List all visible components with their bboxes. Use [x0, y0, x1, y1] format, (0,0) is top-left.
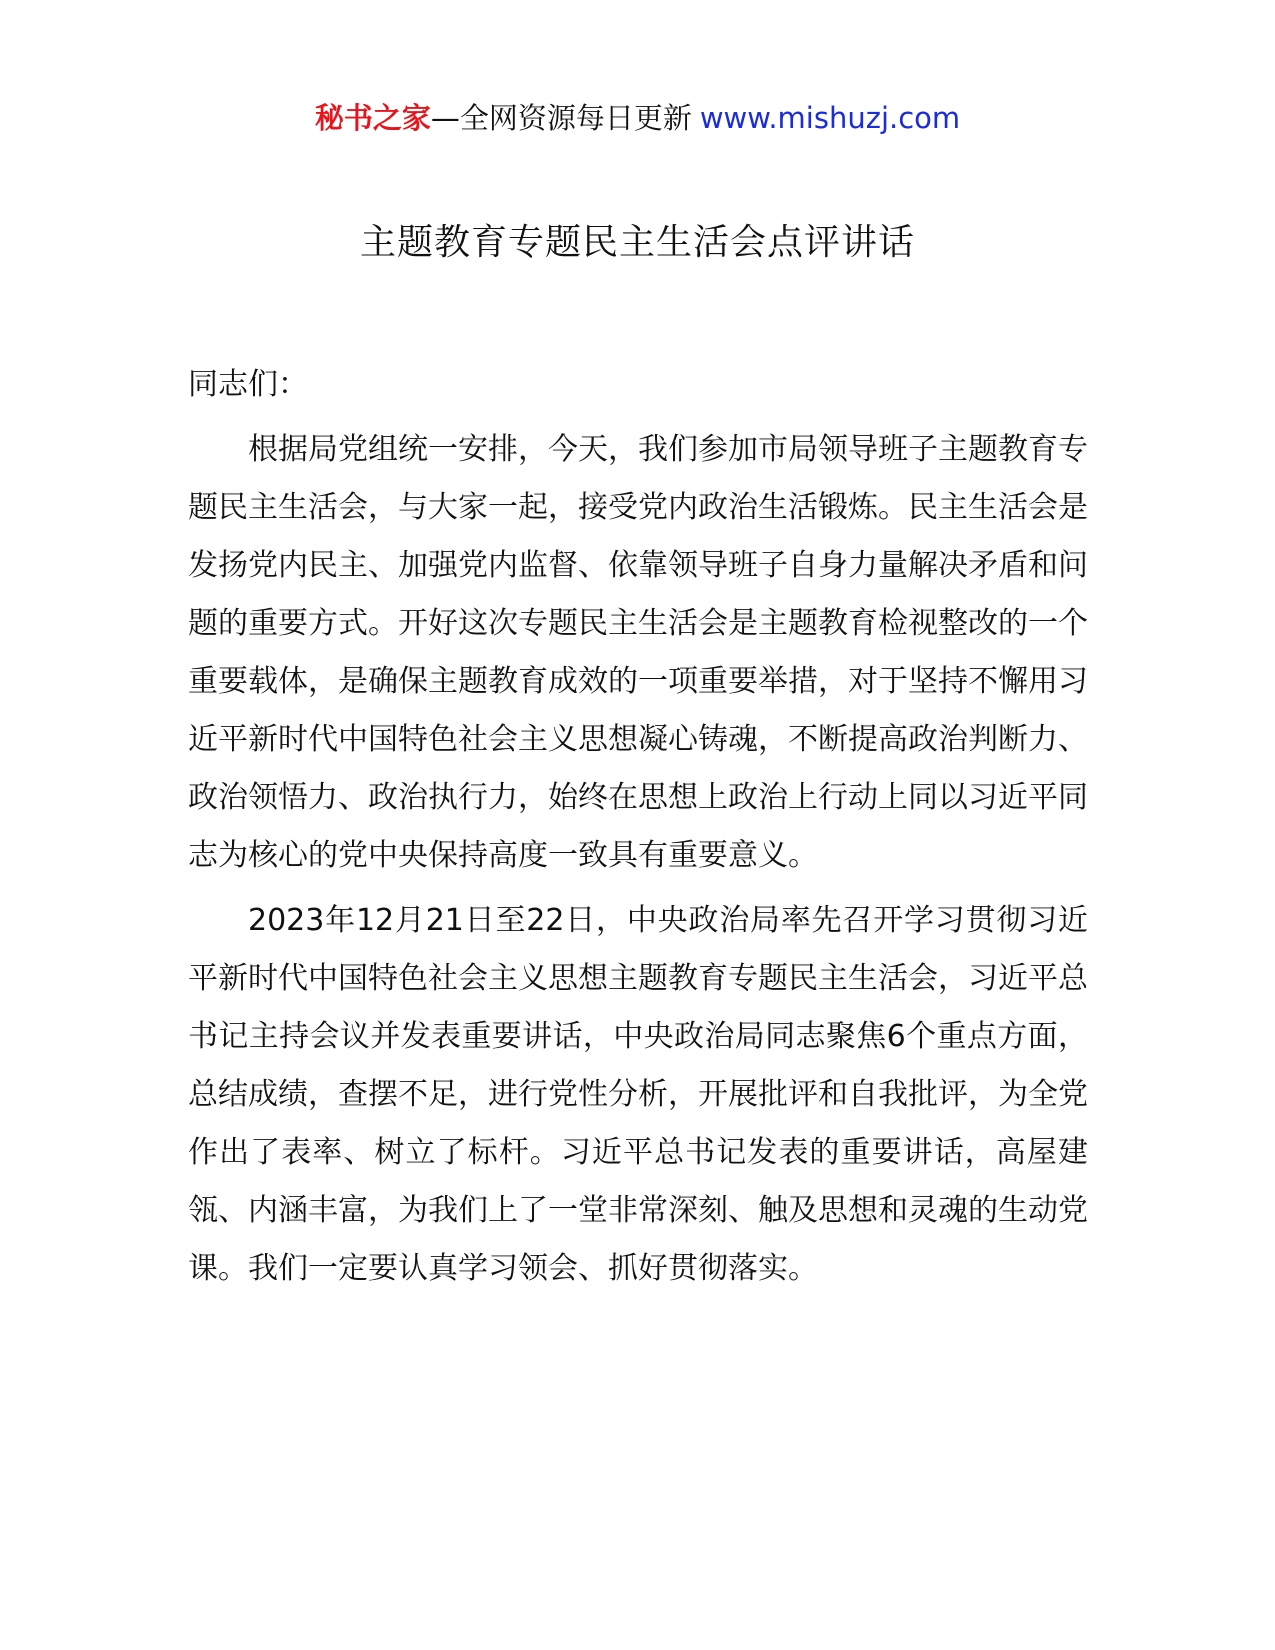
salutation: 同志们： [188, 367, 308, 402]
site-url-link[interactable]: www.mishuzj.com [699, 101, 961, 135]
brand-name: 秘书之家 [314, 101, 431, 135]
document-title: 主题教育专题民主生活会点评讲话 [359, 222, 915, 263]
paragraph: 根据局党组统一安排，今天，我们参加市局领导班子主题教育专题民主生活会，与大家一起，接受党内政治生活锻炼。民主生活会是发扬党内民主、加强党内监督、依靠领导班子自身力量解决矛盾和问题的重要方式。开好这次专题民主生活会是主题教育检视整改的一个重要载体，是确保主题教育成效的一项重要举措，对于坚持不懈用习近平新时代中国特色社会主义思想凝心铸魂，不断提高政治判断力、政治领悟力、政治执行力，始终在思想上政治上行动上同以习近平同志为核心的党中央保持高度一致具有重要意义。 [188, 432, 1088, 873]
site-header [0, 98, 1275, 138]
header-tagline: —全网资源每日更新 [430, 101, 692, 135]
document-body [188, 356, 1088, 1305]
paragraph: 2023年12月21日至22日，中央政治局率先召开学习贯彻习近平新时代中国特色社会主义思想主题教育专题民主生活会，习近平总书记主持会议并发表重要讲话，中央政治局同志聚焦6个重点方面，总结成绩，查摆不足，进行党性分析，开展批评和自我批评，为全党作出了表率、树立了标杆。习近平总书记发表的重要讲话，高屋建瓴、内涵丰富，为我们上了一堂非常深刻、触及思想和灵魂的生动党课。我们一定要认真学习领会、抓好贯彻落实。 [188, 903, 1088, 1286]
